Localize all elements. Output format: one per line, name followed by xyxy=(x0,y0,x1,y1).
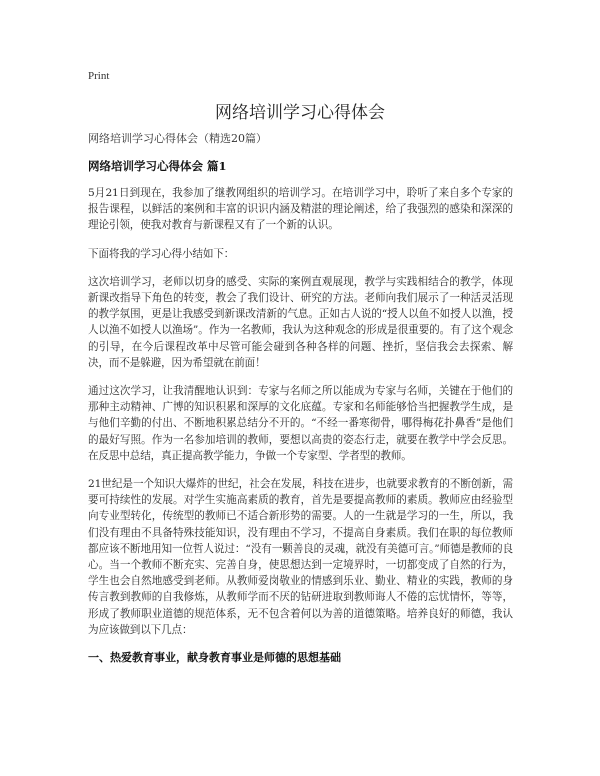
document-title: 网络培训学习心得体会 xyxy=(215,103,385,123)
sub-heading: 一、热爱教育事业，献身教育事业是师德的思想基础 xyxy=(88,651,341,665)
paragraph-expert-insight: 通过这次学习，让我清醒地认识到：专家与名师之所以能成为专家与名师，关键在于他们的那种主动精神、广博的知识积累和深厚的文化底蕴。专家和名师能够恰当把握教学生成，是与他们辛勤的付出、不断地积累总结分不开的。“不经一番寒彻骨，哪得梅花扑鼻香”是他们的最好写照。作为一名参加培训的教师，要想以高贵的姿态行走，就要在教学中学会反思。在反思中总结，真正提高教学能力，争做一个专家型、学者型的教师。 xyxy=(88,385,513,462)
print-link[interactable]: Print xyxy=(88,70,110,82)
paragraph-century-education: 21世纪是一个知识大爆炸的世纪，社会在发展，科技在进步，也就要求教育的不断创新，需要可持续性的发展。对学生实施高素质的教育，首先是要提高教师的素质。教师应由经验型向专业型转化，传统型的教师已不适合新形势的需要。人的一生就是学习的一生，所以，我们没有理由不具备特殊技能知识，没有理由不学习，不提高自身素质。我们在职的每位教师都应该不断地用知一位哲人说过：“没有一颗善良的灵魂，就没有美德可言。”师德是教师的良心。当一个教师不断充实、完善自身，使思想达到一定境界时，一切都变成了自然的行为，学生也会自然地感受到老师。从教师爱岗敬业的情感到乐业、勤业、精业的实践，教师的身传言教到教师的自我修炼，从教师学而不厌的钻研进取到教师诲人不倦的忘忧情怀，等等，形成了教师职业道德的规范体系，无不包含着何以为善的道德策略。培养良好的师德，我认为应该做到以下几点： xyxy=(88,478,513,636)
section-heading: 网络培训学习心得体会 篇1 xyxy=(88,159,227,173)
paragraph-intro: 5月21日到现在，我参加了继教网组织的培训学习。在培训学习中，聆听了来自多个专家的报告课程，以鲜活的案例和丰富的识识内涵及精湛的理论阐述，给了我强烈的感染和深深的理论引领，使我对教育与新课程又有了一个新的认识。 xyxy=(88,187,513,232)
paragraph-training-reflection: 这次培训学习，老师以切身的感受、实际的案例直观展现，教学与实践相结合的教学，体现新课改指导下角色的转变，教会了我们设计、研究的方法。老师向我们展示了一种活灵活现的教学氛围，更是让我感受到新课改清新的气息。正如古人说的“授人以鱼不如授人以渔，授人以渔不如授人以渔场”。作为一名教师，我认为这种观念的形成是很重要的。有了这个观念的引导，在今后课程改革中尽管可能会碰到各种各样的问题、挫折，坚信我会去探索、解决，而不是躲避，因为希望就在前面！ xyxy=(88,275,513,369)
paragraph-summary-lead: 下面将我的学习心得小结如下： xyxy=(88,247,235,260)
document-subtitle: 网络培训学习心得体会（精选20篇） xyxy=(88,132,267,145)
document-body xyxy=(88,131,513,666)
